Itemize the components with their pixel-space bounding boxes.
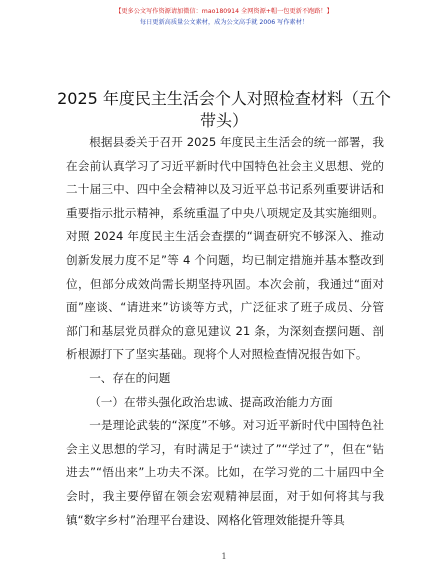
- document-body: [66, 131, 384, 532]
- promo-banner-line-2: 每日更新高质量公文素材，成为公文高手就 2006 写作素材！: [139, 19, 309, 26]
- document-title: 2025 年度民主生活会个人对照检查材料（五个带头）: [57, 89, 391, 130]
- intro-paragraph: 根据县委关于召开 2025 年度民主生活会的统一部署，我在会前认真学习了习近平新时代中国特色社会主义思想、党的二十届三中、四中全会精神以及习近平总书记系列重要讲话和重要指示批示精神，系统重温了中央八项规定及其实施细则。对照 2024 年度民主生活会查摆的“调查研究不够深入、推动创新发展力度不足”等 4 个问题，均已制定措施并基本整改到位，但部分成效尚需长期坚持巩固。本次会前，我通过“面对面”座谈、“请进来”访谈等方式，广泛征求了班子成员、分管部门和基层党员群众的意见建议 21 条，为深刻查摆问题、剖析根源打下了坚实基础。现将个人对照检查情况报告如下。: [66, 135, 384, 362]
- promo-banner-line-1: 【更多公文写作资源请加微信：mao180914 全网资源+帽一包更新不跑路！】: [115, 8, 333, 15]
- section-heading: 一、存在的问题: [89, 370, 171, 385]
- subsection-paragraph: 一是理论武装的“深度”不够。对习近平新时代中国特色社会主义思想的学习，有时满足于“读过了”“学过了”，但在“钻进去”“悟出来”上功夫不深。比如，在学习党的二十届四中全会时，我主要停留在领会宏观精神层面，对于如何将其与我镇“数字乡村”治理平台建设、网格化管理效能提升等具: [66, 418, 384, 527]
- subsection-heading: （一）在带头强化政治忠诚、提高政治能力方面: [89, 394, 333, 409]
- page-number: 1: [221, 552, 227, 561]
- promo-banner: [0, 6, 448, 28]
